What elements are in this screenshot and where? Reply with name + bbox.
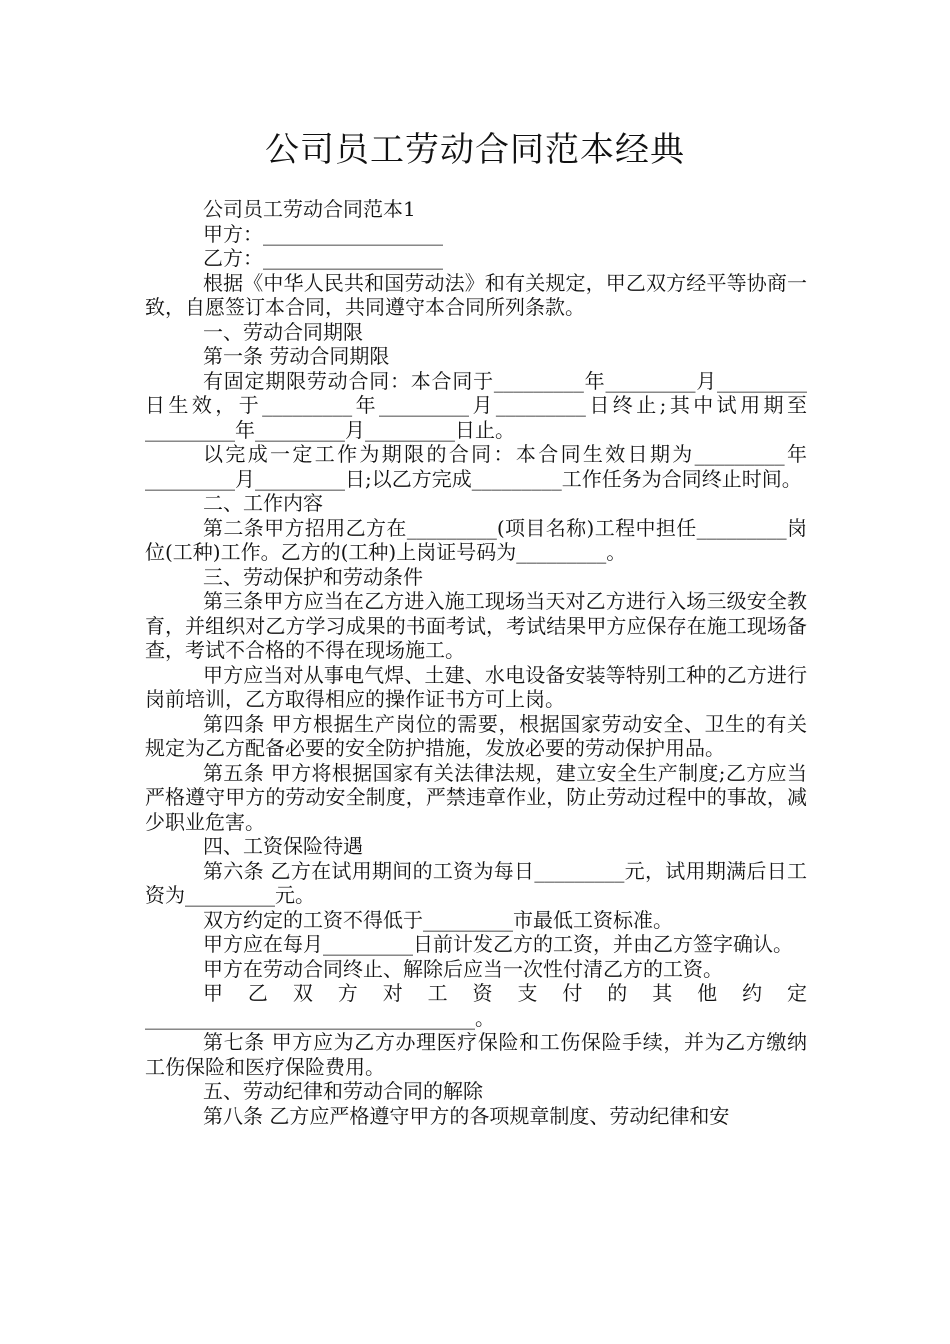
- article-2: 第二条甲方招用乙方在_________(项目名称)工程中担任_________岗位(工种)工作。乙方的(工种)上岗证号码为_________。: [145, 515, 807, 564]
- paragraph-final-pay: 甲方在劳动合同终止、解除后应当一次性付清乙方的工资。: [203, 956, 723, 981]
- paragraph-task-term: 以完成一定工作为期限的合同：本合同生效日期为_________年_________月_________日;以乙方完成_________工作任务为合同终止时间。: [145, 442, 807, 491]
- section-heading-3: 三、劳动保护和劳动条件: [203, 564, 423, 589]
- article-6: 第六条 乙方在试用期间的工资为每日_________元，试用期满后日工资为_________元。: [145, 858, 807, 907]
- article-3: 第三条甲方应当在乙方进入施工现场当天对乙方进行入场三级安全教育，并组织对乙方学习成果的书面考试，考试结果甲方应保存在施工现场备查，考试不合格的不得在现场施工。: [145, 589, 807, 662]
- paragraph-other-agreement: 甲乙双方对工资支付的其他约定_________________________________。: [145, 981, 807, 1030]
- article-8: 第八条 乙方应严格遵守甲方的各项规章制度、劳动纪律和安: [203, 1103, 730, 1128]
- paragraph-party-b: 乙方：__________________: [203, 246, 443, 270]
- document-title: 公司员工劳动合同范本经典: [265, 130, 685, 170]
- article-5: 第五条 甲方将根据国家有关法律法规，建立安全生产制度;乙方应当严格遵守甲方的劳动安全制度，严禁违章作业，防止劳动过程中的事故，减少职业危害。: [145, 760, 807, 834]
- article-7: 第七条 甲方应为乙方办理医疗保险和工伤保险手续，并为乙方缴纳工伤保险和医疗保险费用。: [145, 1030, 807, 1079]
- paragraph-fixed-term: 有固定期限劳动合同：本合同于_________年_________月_________日生效，于_________年_________月_________日终止;其中试用期至_________年_________月_________日止。: [145, 368, 807, 442]
- section-heading-5: 五、劳动纪律和劳动合同的解除: [203, 1079, 483, 1103]
- article-1-heading: 第一条 劳动合同期限: [203, 344, 390, 368]
- paragraph-training: 甲方应当对从事电气焊、土建、水电设备安装等特别工种的乙方进行岗前培训，乙方取得相应的操作证书方可上岗。: [145, 662, 807, 711]
- section-heading-2: 二、工作内容: [203, 491, 323, 515]
- paragraph-pay-day: 甲方应在每月_________日前计发乙方的工资，并由乙方签字确认。: [203, 932, 793, 956]
- section-heading-1: 一、劳动合同期限: [203, 319, 363, 344]
- paragraph-preamble: 根据《中华人民共和国劳动法》和有关规定，甲乙双方经平等协商一致，自愿签订本合同，共同遵守本合同所列条款。: [145, 270, 807, 319]
- paragraph-subtitle: 公司员工劳动合同范本1: [203, 197, 416, 221]
- paragraph-minimum-wage: 双方约定的工资不得低于_________市最低工资标准。: [203, 907, 673, 932]
- paragraph-party-a: 甲方：__________________: [203, 221, 443, 246]
- article-4: 第四条 甲方根据生产岗位的需要，根据国家劳动安全、卫生的有关规定为乙方配备必要的安全防护措施，发放必要的劳动保护用品。: [145, 711, 807, 760]
- section-heading-4: 四、工资保险待遇: [203, 834, 363, 858]
- document-body: [145, 197, 807, 1128]
